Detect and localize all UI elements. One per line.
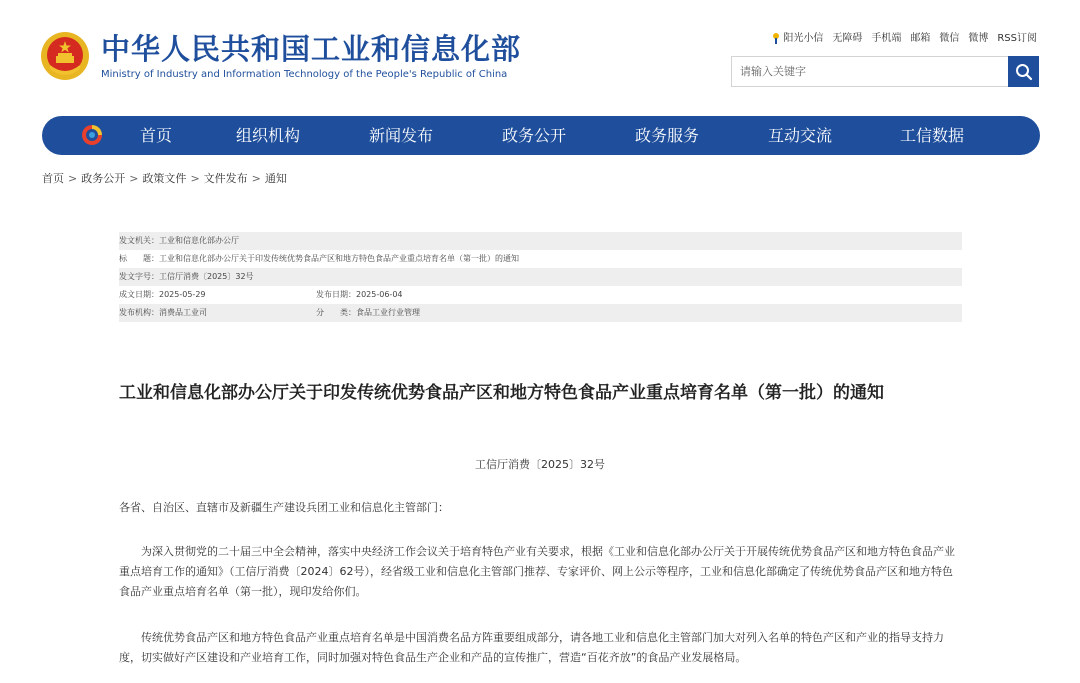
meta-published-date: 发布日期：2025-06-04 bbox=[316, 290, 403, 299]
site-subtitle: Ministry of Industry and Information Technology of the People's Republic of China bbox=[101, 69, 508, 80]
main-nav bbox=[42, 116, 1040, 155]
top-link-accessibility[interactable]: 无障碍 bbox=[832, 33, 863, 44]
search-icon bbox=[1015, 63, 1033, 81]
top-links bbox=[772, 29, 1037, 44]
breadcrumb-separator: > bbox=[251, 172, 261, 185]
search-button[interactable] bbox=[1008, 56, 1039, 87]
meta-docno: 发文字号：工信厅消费〔2025〕32号 bbox=[119, 272, 254, 281]
breadcrumb-separator: > bbox=[68, 172, 78, 185]
nav-government-services[interactable]: 政务服务 bbox=[635, 126, 700, 145]
breadcrumb-notice[interactable]: 通知 bbox=[264, 172, 287, 185]
top-link-mobile[interactable]: 手机端 bbox=[871, 33, 902, 44]
article-salutation: 各省、自治区、直辖市及新疆生产建设兵团工业和信息化主管部门： bbox=[119, 501, 449, 514]
breadcrumb-separator: > bbox=[129, 172, 139, 185]
article-doc-number: 工信厅消费〔2025〕32号 bbox=[475, 458, 605, 471]
breadcrumb-home[interactable]: 首页 bbox=[42, 172, 64, 185]
nav-government-affairs[interactable]: 政务公开 bbox=[502, 126, 567, 145]
breadcrumb-policy-documents[interactable]: 政策文件 bbox=[142, 172, 187, 185]
top-link-rss[interactable]: RSS订阅 bbox=[997, 33, 1037, 44]
search-input[interactable] bbox=[732, 57, 1010, 86]
meta-row-title bbox=[119, 250, 962, 268]
breadcrumb-government-affairs[interactable]: 政务公开 bbox=[81, 172, 126, 185]
meta-row-docno bbox=[119, 268, 962, 286]
top-link-weibo[interactable]: 微博 bbox=[968, 33, 989, 44]
meta-issuer: 发文机关：工业和信息化部办公厅 bbox=[119, 236, 239, 245]
article-paragraph-2: 传统优势食品产区和地方特色食品产业重点培育名单是中国消费名品方阵重要组成部分，请各地工业和信息化主管部门加大对列入名单的特色产区和产业的指导支持力度，切实做好产区建设和产业培育工作，同时加强对特色食品生产企业和产品的宣传推广，营造“百花齐放”的食品产业发展格局。 bbox=[119, 631, 944, 664]
breadcrumb-file-release[interactable]: 文件发布 bbox=[203, 172, 248, 185]
document-meta-table bbox=[119, 232, 962, 322]
meta-org: 发布机构：消费品工业司 bbox=[119, 308, 207, 317]
sunshine-link[interactable] bbox=[772, 29, 823, 44]
national-emblem-icon bbox=[40, 31, 90, 81]
article-title: 工业和信息化部办公厅关于印发传统优势食品产区和地方特色食品产业重点培育名单（第一批）的通知 bbox=[119, 383, 884, 403]
nav-data[interactable]: 工信数据 bbox=[900, 126, 965, 145]
meta-category: 分 类：食品工业行业管理 bbox=[316, 308, 420, 317]
nav-news[interactable]: 新闻发布 bbox=[369, 126, 434, 145]
meta-row-issuer bbox=[119, 232, 962, 250]
nav-organization[interactable]: 组织机构 bbox=[236, 126, 301, 145]
nav-home[interactable]: 首页 bbox=[140, 126, 173, 145]
meta-row-dates bbox=[119, 286, 962, 304]
top-link-wechat[interactable]: 微信 bbox=[939, 33, 960, 44]
search-box bbox=[731, 56, 1039, 87]
meta-created-date: 成文日期：2025-05-29 bbox=[119, 290, 206, 299]
ministry-logo-icon[interactable] bbox=[80, 123, 104, 147]
breadcrumb-separator: > bbox=[190, 172, 200, 185]
top-link-sunshine[interactable]: 阳光小信 bbox=[783, 33, 824, 44]
nav-interaction[interactable]: 互动交流 bbox=[768, 126, 833, 145]
top-link-mail[interactable]: 邮箱 bbox=[910, 33, 931, 44]
meta-row-org bbox=[119, 304, 962, 322]
site-title[interactable]: 中华人民共和国工业和信息化部 bbox=[101, 32, 522, 66]
breadcrumb bbox=[42, 170, 287, 186]
meta-title: 标 题：工业和信息化部办公厅关于印发传统优势食品产区和地方特色食品产业重点培育名单（第一批）的通知 bbox=[119, 254, 519, 263]
article-paragraph-1: 为深入贯彻党的二十届三中全会精神，落实中央经济工作会议关于培育特色产业有关要求，根据《工业和信息化部办公厅关于开展传统优势食品产区和地方特色食品产业重点培育工作的通知》（工信厅消费〔2024〕62号），经省级工业和信息化主管部门推荐、专家评价、网上公示等程序，工业和信息化部确定了传统优势食品产区和地方特色食品产业重点培育名单（第一批），现印发给你们。 bbox=[119, 545, 955, 598]
sun-icon bbox=[772, 32, 780, 44]
